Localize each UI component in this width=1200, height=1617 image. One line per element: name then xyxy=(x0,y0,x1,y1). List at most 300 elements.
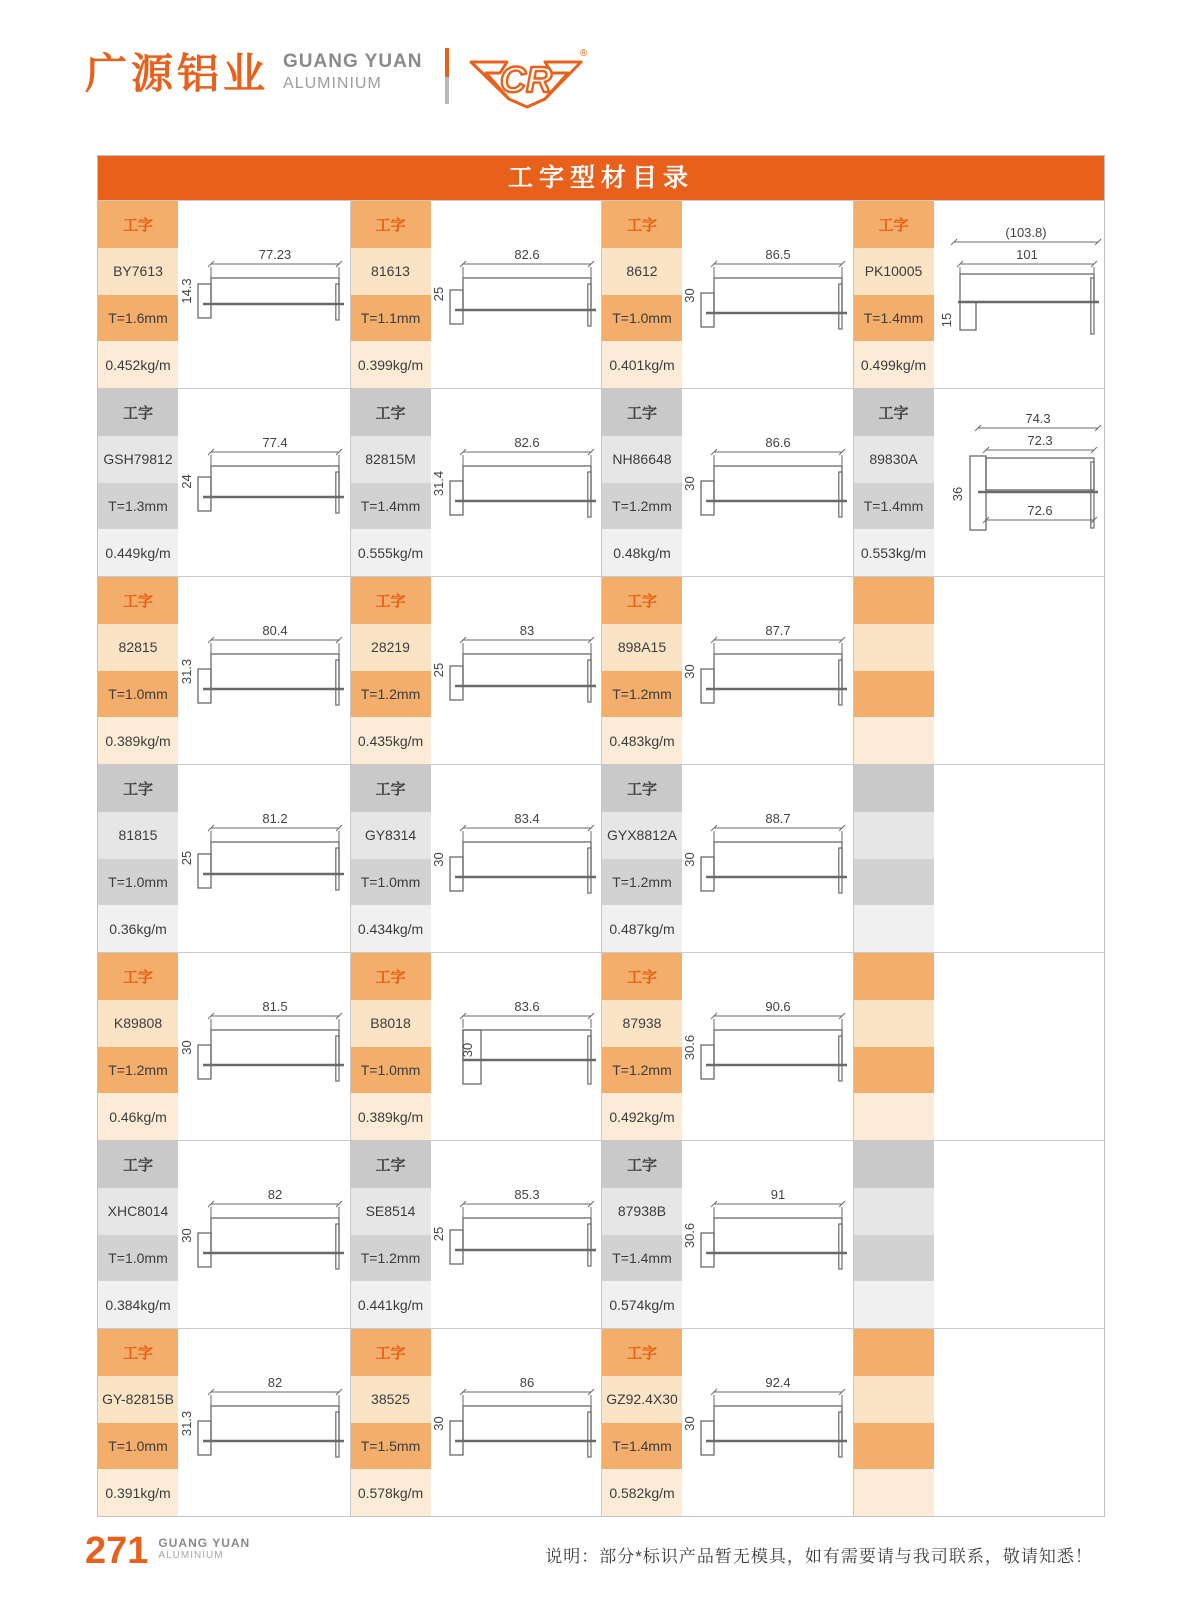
profile-type-label: 工字 xyxy=(626,216,657,234)
model-band xyxy=(602,436,682,483)
catalog-title: 工字型材目录 xyxy=(98,156,1104,200)
profile-type-band xyxy=(854,389,934,436)
product-label-column xyxy=(602,953,682,1140)
profile-type-band xyxy=(854,1329,934,1376)
svg-text:30: 30 xyxy=(459,1042,475,1057)
svg-text:101: 101 xyxy=(1015,246,1038,262)
svg-text:30: 30 xyxy=(430,1415,446,1431)
profile-type-label: 工字 xyxy=(375,968,406,986)
profile-type-label: 工字 xyxy=(626,404,657,422)
profile-type-label: 工字 xyxy=(375,404,406,422)
profile-drawing xyxy=(179,1348,349,1498)
thickness-value: T=1.2mm xyxy=(612,497,672,514)
profile-drawing-area xyxy=(934,577,1105,764)
svg-text:15: 15 xyxy=(938,312,954,327)
profile-drawing-area xyxy=(682,1141,853,1328)
weight-band xyxy=(854,905,934,952)
svg-text:83: 83 xyxy=(519,622,534,638)
svg-text:81.5: 81.5 xyxy=(262,998,288,1014)
profile-drawing-area xyxy=(431,577,602,764)
profile-type-label: 工字 xyxy=(626,968,657,986)
product-label-column xyxy=(351,1141,431,1328)
weight-value: 0.389kg/m xyxy=(105,732,171,749)
model-band xyxy=(602,624,682,671)
product-cell xyxy=(601,200,853,388)
model-band xyxy=(602,812,682,859)
model-band xyxy=(854,1188,934,1235)
profile-type-band xyxy=(602,201,682,248)
profile-drawing xyxy=(431,784,601,934)
profile-drawing-area xyxy=(934,953,1105,1140)
svg-text:92.4: 92.4 xyxy=(765,1374,791,1390)
profile-type-label: 工字 xyxy=(375,592,406,610)
weight-value: 0.384kg/m xyxy=(105,1296,171,1313)
profile-type-label: 工字 xyxy=(878,216,909,234)
profile-drawing xyxy=(179,784,349,934)
model-code: 87938 xyxy=(622,1015,662,1032)
product-cell xyxy=(98,1328,350,1516)
profile-type-band xyxy=(854,1141,934,1188)
model-band xyxy=(351,812,431,859)
weight-band xyxy=(351,1093,431,1140)
profile-drawing xyxy=(682,220,852,370)
svg-text:86.6: 86.6 xyxy=(765,434,791,450)
svg-text:83.6: 83.6 xyxy=(514,998,540,1014)
profile-type-label: 工字 xyxy=(122,1156,153,1174)
weight-value: 0.483kg/m xyxy=(609,732,675,749)
model-code: GY-82815B xyxy=(102,1391,174,1408)
model-band xyxy=(98,1188,178,1235)
product-label-column xyxy=(98,765,178,952)
profile-drawing xyxy=(179,220,349,370)
footer-brand xyxy=(158,1536,250,1561)
svg-text:25: 25 xyxy=(178,850,194,865)
weight-value: 0.499kg/m xyxy=(860,356,927,373)
product-cell xyxy=(350,200,602,388)
model-code: 81613 xyxy=(371,263,410,280)
profile-type-label: 工字 xyxy=(375,780,406,798)
model-band xyxy=(98,624,178,671)
profile-drawing-area xyxy=(682,577,853,764)
weight-band xyxy=(98,905,178,952)
svg-text:81.2: 81.2 xyxy=(262,810,288,826)
page-number: 271 xyxy=(85,1530,149,1572)
thickness-band xyxy=(602,1423,682,1470)
weight-band xyxy=(854,341,934,388)
product-cell xyxy=(601,1328,853,1516)
model-code: 89830A xyxy=(869,451,918,468)
model-band xyxy=(351,1188,431,1235)
weight-value: 0.578kg/m xyxy=(357,1484,424,1501)
product-cell xyxy=(601,764,853,952)
model-code: SE8514 xyxy=(365,1203,416,1220)
weight-band xyxy=(602,1281,682,1328)
svg-text:77.4: 77.4 xyxy=(262,434,288,450)
svg-text:90.6: 90.6 xyxy=(765,998,791,1014)
model-band xyxy=(602,1000,682,1047)
weight-value: 0.492kg/m xyxy=(609,1108,675,1125)
thickness-value: T=1.2mm xyxy=(108,1061,168,1078)
brand-name-en: GUANG YUAN xyxy=(283,51,423,72)
thickness-value: T=1.4mm xyxy=(863,497,924,514)
svg-text:36: 36 xyxy=(949,486,965,501)
profile-drawing xyxy=(431,972,601,1122)
profile-drawing xyxy=(682,1160,852,1310)
thickness-band xyxy=(854,859,934,906)
product-cell xyxy=(98,764,350,952)
profile-drawing xyxy=(934,220,1104,370)
profile-drawing-area xyxy=(682,953,853,1140)
product-label-column xyxy=(351,953,431,1140)
model-code: 28219 xyxy=(371,639,410,656)
model-code: GSH79812 xyxy=(103,451,173,468)
product-cell xyxy=(98,200,350,388)
model-code: NH86648 xyxy=(612,451,672,468)
weight-band xyxy=(854,529,934,576)
profile-drawing xyxy=(934,784,1104,934)
model-code: 898A15 xyxy=(617,639,667,656)
weight-band xyxy=(854,1093,934,1140)
svg-text:25: 25 xyxy=(430,1226,446,1241)
weight-band xyxy=(602,529,682,576)
svg-text:31.4: 31.4 xyxy=(430,470,446,496)
profile-drawing-area xyxy=(934,1141,1105,1328)
profile-drawing xyxy=(431,596,601,746)
thickness-value: T=1.2mm xyxy=(612,873,672,890)
profile-drawing-area xyxy=(682,201,853,388)
product-label-column xyxy=(602,765,682,952)
svg-text:85.3: 85.3 xyxy=(514,1186,540,1202)
thickness-value: T=1.6mm xyxy=(108,309,168,326)
product-label-column xyxy=(351,201,431,388)
thickness-band xyxy=(854,1423,934,1470)
profile-type-label: 工字 xyxy=(375,1156,406,1174)
weight-band xyxy=(351,1469,431,1516)
thickness-band xyxy=(854,295,934,342)
profile-type-band xyxy=(351,1141,431,1188)
profile-type-band xyxy=(98,1141,178,1188)
profile-drawing xyxy=(934,1348,1104,1498)
profile-type-band xyxy=(602,389,682,436)
thickness-band xyxy=(98,1047,178,1094)
profile-drawing-area xyxy=(431,953,602,1140)
svg-text:30: 30 xyxy=(682,287,698,303)
weight-value: 0.36kg/m xyxy=(109,920,167,937)
model-band xyxy=(98,1000,178,1047)
product-label-column xyxy=(854,389,934,576)
product-cell xyxy=(853,388,1105,576)
thickness-band xyxy=(854,1047,934,1094)
thickness-band xyxy=(98,483,178,530)
profile-drawing xyxy=(682,1348,852,1498)
model-code: 87938B xyxy=(617,1203,667,1220)
svg-text:30: 30 xyxy=(430,851,446,867)
profile-type-label: 工字 xyxy=(878,404,909,422)
thickness-value: T=1.4mm xyxy=(612,1437,672,1454)
profile-type-label: 工字 xyxy=(626,1344,657,1362)
product-cell xyxy=(98,952,350,1140)
profile-drawing-area xyxy=(934,201,1105,388)
model-band xyxy=(98,1376,178,1423)
profile-type-label: 工字 xyxy=(122,404,153,422)
profile-drawing xyxy=(179,972,349,1122)
weight-value: 0.452kg/m xyxy=(105,356,171,373)
svg-text:14.3: 14.3 xyxy=(178,277,194,304)
product-label-column xyxy=(98,577,178,764)
profile-type-label: 工字 xyxy=(375,216,406,234)
model-band xyxy=(98,248,178,295)
brand-name-en-block xyxy=(283,50,423,94)
thickness-band xyxy=(98,295,178,342)
profile-type-band xyxy=(98,577,178,624)
profile-drawing-area xyxy=(178,1141,350,1328)
product-cell xyxy=(853,1328,1105,1516)
model-band xyxy=(854,436,934,483)
svg-text:77.23: 77.23 xyxy=(258,246,292,262)
thickness-band xyxy=(602,1235,682,1282)
profile-type-band xyxy=(854,577,934,624)
product-label-column xyxy=(351,1329,431,1516)
product-label-column xyxy=(854,765,934,952)
thickness-band xyxy=(98,1423,178,1470)
weight-band xyxy=(351,341,431,388)
product-cell xyxy=(601,1140,853,1328)
profile-type-label: 工字 xyxy=(122,1344,153,1362)
model-band xyxy=(351,436,431,483)
header-divider xyxy=(445,48,449,104)
profile-drawing xyxy=(431,220,601,370)
weight-band xyxy=(602,717,682,764)
weight-band xyxy=(98,1469,178,1516)
product-label-column xyxy=(854,577,934,764)
weight-band xyxy=(351,529,431,576)
profile-drawing xyxy=(934,1160,1104,1310)
profile-type-band xyxy=(98,953,178,1000)
weight-band xyxy=(854,717,934,764)
product-cell xyxy=(350,388,602,576)
profile-drawing-area xyxy=(431,389,602,576)
profile-drawing-area xyxy=(682,389,853,576)
thickness-value: T=1.0mm xyxy=(108,873,168,890)
thickness-band xyxy=(602,671,682,718)
thickness-value: T=1.0mm xyxy=(108,685,168,702)
product-label-column xyxy=(98,389,178,576)
svg-text:30: 30 xyxy=(682,1415,698,1431)
product-label-column xyxy=(351,389,431,576)
model-band xyxy=(854,624,934,671)
profile-drawing-area xyxy=(431,1141,602,1328)
product-label-column xyxy=(98,1329,178,1516)
svg-text:25: 25 xyxy=(430,286,446,301)
svg-text:24: 24 xyxy=(178,473,194,489)
product-cell xyxy=(853,200,1105,388)
thickness-band xyxy=(98,1235,178,1282)
thickness-band xyxy=(351,1047,431,1094)
product-label-column xyxy=(602,201,682,388)
svg-text:72.6: 72.6 xyxy=(1027,502,1053,518)
product-cell xyxy=(98,388,350,576)
weight-value: 0.434kg/m xyxy=(357,920,424,937)
thickness-value: T=1.4mm xyxy=(612,1249,672,1266)
thickness-value: T=1.2mm xyxy=(360,685,421,702)
model-band xyxy=(98,436,178,483)
profile-type-band xyxy=(351,389,431,436)
svg-text:30.6: 30.6 xyxy=(682,1222,698,1248)
product-label-column xyxy=(602,389,682,576)
thickness-value: T=1.0mm xyxy=(108,1437,168,1454)
profile-type-band xyxy=(854,201,934,248)
thickness-band xyxy=(351,859,431,906)
thickness-value: T=1.5mm xyxy=(360,1437,421,1454)
svg-text:31.3: 31.3 xyxy=(178,658,194,684)
product-cell xyxy=(601,388,853,576)
footer-brand-sub: ALUMINIUM xyxy=(158,1550,224,1561)
weight-value: 0.435kg/m xyxy=(357,732,424,749)
thickness-value: T=1.4mm xyxy=(360,497,421,514)
svg-text:30: 30 xyxy=(682,851,698,867)
profile-type-label: 工字 xyxy=(626,592,657,610)
product-cell xyxy=(853,576,1105,764)
profile-drawing xyxy=(682,408,852,558)
weight-band xyxy=(854,1469,934,1516)
profile-type-band xyxy=(854,765,934,812)
model-code: 81815 xyxy=(118,827,158,844)
profile-drawing-area xyxy=(682,1329,853,1516)
svg-text:74.3: 74.3 xyxy=(1025,410,1051,426)
product-label-column xyxy=(351,765,431,952)
profile-type-label: 工字 xyxy=(122,968,153,986)
svg-text:30: 30 xyxy=(178,1227,194,1243)
model-code: K89808 xyxy=(113,1015,163,1032)
svg-text:88.7: 88.7 xyxy=(765,810,791,826)
brand-subtitle: ALUMINIUM xyxy=(283,75,382,92)
profile-drawing xyxy=(431,1160,601,1310)
model-band xyxy=(351,624,431,671)
model-band xyxy=(854,248,934,295)
weight-band xyxy=(602,1093,682,1140)
thickness-band xyxy=(98,859,178,906)
weight-value: 0.391kg/m xyxy=(105,1484,171,1501)
catalog-table xyxy=(97,155,1105,1517)
weight-band xyxy=(602,341,682,388)
thickness-value: T=1.2mm xyxy=(612,685,672,702)
profile-drawing xyxy=(934,596,1104,746)
product-cell xyxy=(853,1140,1105,1328)
model-band xyxy=(854,1000,934,1047)
product-label-column xyxy=(351,577,431,764)
weight-band xyxy=(98,529,178,576)
profile-type-label: 工字 xyxy=(626,1156,657,1174)
profile-type-band xyxy=(351,1329,431,1376)
weight-value: 0.487kg/m xyxy=(609,920,675,937)
product-label-column xyxy=(98,953,178,1140)
profile-drawing xyxy=(682,596,852,746)
weight-value: 0.48kg/m xyxy=(613,544,671,561)
thickness-band xyxy=(602,483,682,530)
profile-type-band xyxy=(854,953,934,1000)
svg-text:83.4: 83.4 xyxy=(514,810,540,826)
model-code: XHC8014 xyxy=(107,1203,169,1220)
product-cell xyxy=(98,576,350,764)
profile-type-band xyxy=(351,577,431,624)
thickness-band xyxy=(854,671,934,718)
model-band xyxy=(602,1376,682,1423)
thickness-value: T=1.0mm xyxy=(108,1249,168,1266)
model-band xyxy=(854,1376,934,1423)
thickness-value: T=1.0mm xyxy=(360,873,421,890)
thickness-band xyxy=(602,1047,682,1094)
profile-type-band xyxy=(602,1141,682,1188)
model-code: B8018 xyxy=(370,1015,411,1032)
weight-value: 0.401kg/m xyxy=(609,356,675,373)
profile-drawing-area xyxy=(934,389,1105,576)
product-cell xyxy=(853,952,1105,1140)
page-header xyxy=(85,42,587,124)
thickness-value: T=1.4mm xyxy=(863,309,924,326)
model-code: BY7613 xyxy=(113,263,163,280)
thickness-band xyxy=(351,1423,431,1470)
product-label-column xyxy=(98,1141,178,1328)
svg-text:30: 30 xyxy=(682,663,698,679)
product-cell xyxy=(601,576,853,764)
profile-type-band xyxy=(351,201,431,248)
profile-drawing-area xyxy=(934,765,1105,952)
svg-text:30.6: 30.6 xyxy=(682,1034,698,1060)
profile-drawing-area xyxy=(178,1329,350,1516)
profile-drawing-area xyxy=(178,765,350,952)
thickness-value: T=1.0mm xyxy=(360,1061,421,1078)
model-code: GZ92.4X30 xyxy=(606,1391,678,1408)
svg-text:82: 82 xyxy=(267,1374,282,1390)
svg-text:82: 82 xyxy=(267,1186,282,1202)
model-code: GY8314 xyxy=(364,827,417,844)
profile-drawing xyxy=(934,972,1104,1122)
model-code: PK10005 xyxy=(864,263,923,280)
profile-type-label: 工字 xyxy=(122,592,153,610)
svg-text:25: 25 xyxy=(430,662,446,677)
weight-band xyxy=(98,717,178,764)
model-code: GYX8812A xyxy=(606,827,678,844)
page-footer xyxy=(85,1532,1115,1570)
product-cell xyxy=(601,952,853,1140)
weight-band xyxy=(602,1469,682,1516)
weight-value: 0.553kg/m xyxy=(860,544,927,561)
thickness-value: T=1.1mm xyxy=(360,309,421,326)
svg-text:91: 91 xyxy=(771,1186,786,1202)
svg-text:72.3: 72.3 xyxy=(1027,432,1053,448)
model-code: 82815 xyxy=(118,639,158,656)
profile-drawing xyxy=(179,408,349,558)
svg-text:CR: CR xyxy=(499,59,552,100)
footer-note: 说明：部分*标识产品暂无模具，如有需要请与我司联系，敬请知悉！ xyxy=(545,1547,1093,1566)
profile-drawing xyxy=(682,784,852,934)
weight-band xyxy=(98,341,178,388)
model-code: 82815M xyxy=(365,451,416,468)
cr-logo-icon xyxy=(467,44,587,124)
thickness-band xyxy=(98,671,178,718)
svg-text:31.3: 31.3 xyxy=(178,1410,194,1436)
model-band xyxy=(351,1376,431,1423)
profile-drawing-area xyxy=(431,765,602,952)
svg-text:(103.8): (103.8) xyxy=(1005,224,1047,240)
product-cell xyxy=(98,1140,350,1328)
product-cell xyxy=(350,764,602,952)
svg-text:30: 30 xyxy=(682,475,698,491)
product-label-column xyxy=(98,201,178,388)
thickness-band xyxy=(351,483,431,530)
weight-value: 0.399kg/m xyxy=(357,356,424,373)
model-code: 8612 xyxy=(626,263,658,280)
